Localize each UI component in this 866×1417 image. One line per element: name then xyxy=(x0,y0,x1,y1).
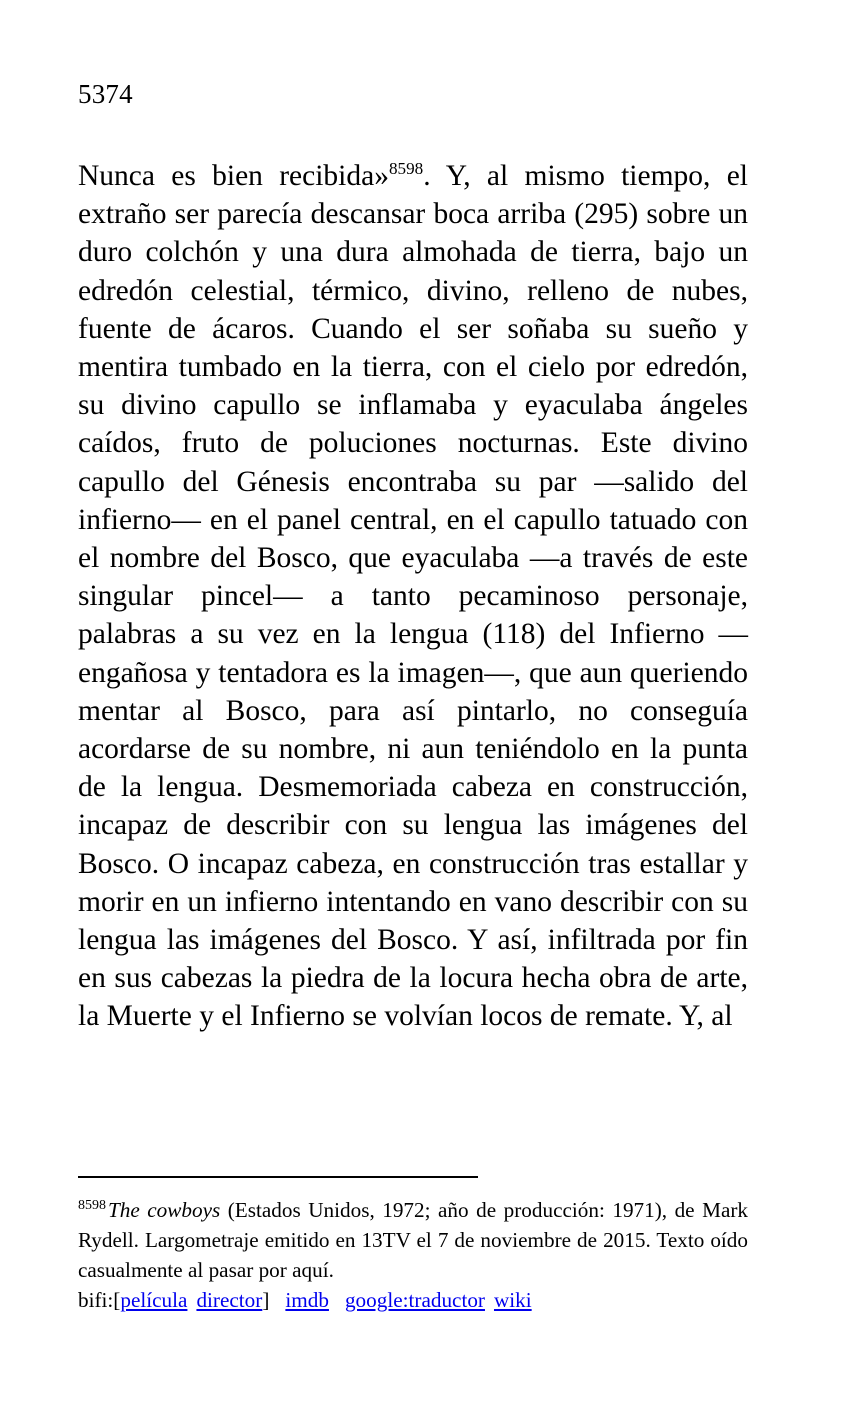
page-number: 5374 xyxy=(78,79,133,109)
footnote-links-prefix: bifi:[ xyxy=(78,1288,121,1312)
link-pelicula[interactable]: película xyxy=(120,1288,188,1312)
footnote-links-bracket-close: ] xyxy=(262,1288,270,1312)
body-text-rest: . Y, al mismo tiempo, el extraño ser parecía descansar boca arriba (295) sobre un duro colchón y una dura almohada de tierra, bajo un edredón celestial, térmico, divino, relleno de nubes, fuente de ácaros. Cuando el ser soñaba su sueño y mentira tumbado en la tierra, con el cielo por edredón, su divino capullo se inflamaba y eyaculaba ángeles caídos, fruto de poluciones nocturnas. Este divino capullo del Génesis encontraba su par —salido del infierno— en el panel central, en el capullo tatuado con el nombre del Bosco, que eyaculaba —a través de este singular pincel— a tanto pecaminoso personaje, palabras a su vez en la lengua (118) del Infierno —engañosa y tentadora es la imagen—, que aun queriendo mentar al Bosco, para así pintarlo, no conseguía acordarse de su nombre, ni aun teniéndolo en la punta de la lengua. Desmemoriada cabeza en construcción, incapaz de describir con su lengua las imágenes del Bosco. O incapaz cabeza, en construcción tras estallar y morir en un infierno intentando en vano describir con su lengua las imágenes del Bosco. Y así, infiltrada por fin en sus cabezas la piedra de la locura hecha obra de arte, la Muerte y el Infierno se volvían locos de remate. Y, al xyxy=(78,160,748,1033)
body-paragraph xyxy=(78,157,748,1036)
body-text-lead: Nunca es bien recibida» xyxy=(78,160,389,192)
footnote-paragraph xyxy=(78,1195,748,1285)
footnote-reference-marker[interactable]: 8598 xyxy=(388,159,424,179)
footnote-citation-text: (Estados Unidos, 1972; año de producción: 1971), de Mark Rydell. Largometraje emitido en 13TV el 7 de noviembre de 2015. Texto oído casualmente al pasar por aquí. xyxy=(78,1198,748,1282)
footnote-block xyxy=(78,1195,748,1315)
footnote-number: 8598 xyxy=(78,1197,106,1213)
link-imdb[interactable]: imdb xyxy=(285,1288,329,1312)
body-text-block xyxy=(78,157,748,1036)
link-google-traductor[interactable]: google:traductor xyxy=(344,1288,485,1312)
link-director[interactable]: director xyxy=(196,1288,263,1312)
link-wiki[interactable]: wiki xyxy=(493,1288,532,1312)
footnote-work-title: The cowboys xyxy=(107,1198,221,1222)
footnote-separator-rule xyxy=(78,1176,478,1178)
footnote-links-line xyxy=(78,1285,748,1315)
